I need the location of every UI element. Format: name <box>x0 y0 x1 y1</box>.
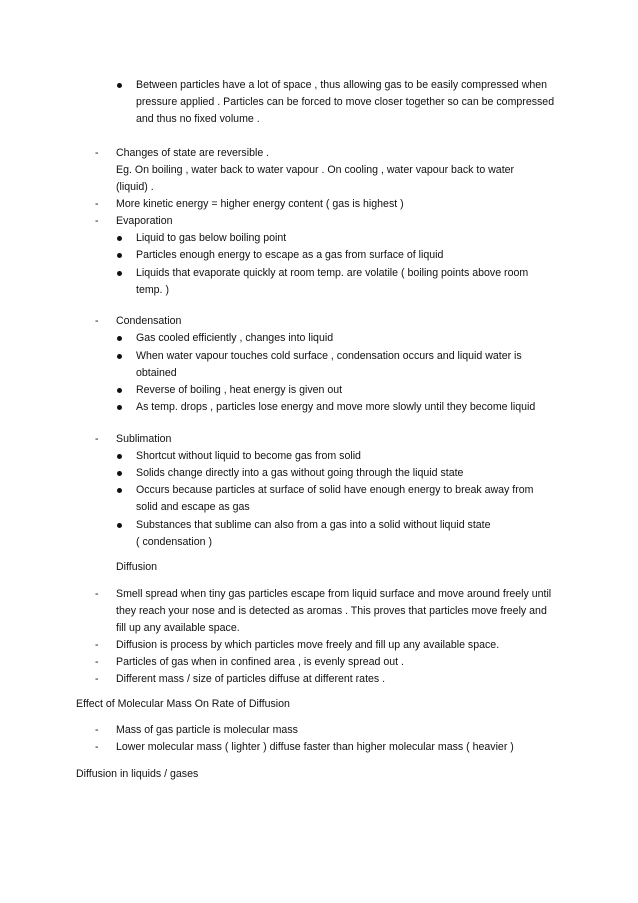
sublimation-bullet-4-line-2: ( condensation ) <box>136 536 212 548</box>
condensation-bullet-2-line-1: When water vapour touches cold surface , condensation occurs and liquid water is <box>136 350 522 362</box>
kinetic-energy-line: More kinetic energy = higher energy content ( gas is highest ) <box>116 198 404 210</box>
dash-marker: - <box>95 215 99 227</box>
sublimation-bullet-3-line-2: solid and escape as gas <box>136 501 250 513</box>
dash-marker: - <box>95 588 99 600</box>
changes-state-line-1: Changes of state are reversible . <box>116 147 270 159</box>
changes-state-line-3: (liquid) . <box>116 181 154 193</box>
dash-marker: - <box>95 639 99 651</box>
molecular-mass-heading: Effect of Molecular Mass On Rate of Diffusion <box>76 698 290 710</box>
bullet-icon <box>117 488 122 493</box>
liquids-gases-heading: Diffusion in liquids / gases <box>76 768 199 780</box>
sublimation-bullet-4-line-1: Substances that sublime can also from a gas into a solid without liquid state <box>136 519 491 531</box>
bullet-icon <box>117 354 122 359</box>
bullet-icon <box>117 236 122 241</box>
evaporation-title: Evaporation <box>116 215 173 227</box>
diffusion-point-3: Particles of gas when in confined area , is evenly spread out . <box>116 656 404 668</box>
bullet-icon <box>117 271 122 276</box>
diffusion-title: Diffusion <box>116 561 158 573</box>
bullet-icon <box>117 523 122 528</box>
diffusion-point-1-line-2: they reach your nose and is detected as aromas . This proves that particles move freely and <box>116 605 547 617</box>
particles-space-line-2: pressure applied . Particles can be forced to move closer together so can be compressed <box>136 96 555 108</box>
dash-marker: - <box>95 724 99 736</box>
condensation-bullet-3: Reverse of boiling , heat energy is given out <box>136 384 343 396</box>
particles-space-line-3: and thus no fixed volume . <box>136 113 260 125</box>
diffusion-point-1-line-3: fill up any available space. <box>116 622 240 634</box>
changes-state-line-2: Eg. On boiling , water back to water vapour . On cooling , water vapour back to water <box>116 164 515 176</box>
dash-marker: - <box>95 198 99 210</box>
diffusion-point-1-line-1: Smell spread when tiny gas particles escape from liquid surface and move around freely until <box>116 588 552 600</box>
condensation-title: Condensation <box>116 315 182 327</box>
bullet-icon <box>117 388 122 393</box>
particles-space-line-1: Between particles have a lot of space , thus allowing gas to be easily compressed when <box>136 79 548 91</box>
dash-marker: - <box>95 656 99 668</box>
sublimation-bullet-1: Shortcut without liquid to become gas from solid <box>136 450 361 462</box>
evaporation-bullet-3-line-2: temp. ) <box>136 284 169 296</box>
diffusion-point-4: Different mass / size of particles diffuse at different rates . <box>116 673 386 685</box>
condensation-bullet-1: Gas cooled efficiently , changes into liquid <box>136 332 334 344</box>
dash-marker: - <box>95 433 99 445</box>
bullet-icon <box>117 253 122 258</box>
bullet-icon <box>117 83 122 88</box>
bullet-icon <box>117 471 122 476</box>
bullet-icon <box>117 405 122 410</box>
sublimation-title: Sublimation <box>116 433 172 445</box>
bullet-icon <box>117 454 122 459</box>
evaporation-bullet-3-line-1: Liquids that evaporate quickly at room temp. are volatile ( boiling points above room <box>136 267 529 279</box>
dash-marker: - <box>95 741 99 753</box>
sublimation-bullet-3-line-1: Occurs because particles at surface of solid have enough energy to break away from <box>136 484 534 496</box>
molecular-mass-point-2: Lower molecular mass ( lighter ) diffuse faster than higher molecular mass ( heavier ) <box>116 741 514 753</box>
dash-marker: - <box>95 147 99 159</box>
dash-marker: - <box>95 673 99 685</box>
sublimation-bullet-2: Solids change directly into a gas without going through the liquid state <box>136 467 464 479</box>
molecular-mass-point-1: Mass of gas particle is molecular mass <box>116 724 298 736</box>
condensation-bullet-4: As temp. drops , particles lose energy and move more slowly until they become liquid <box>136 401 536 413</box>
evaporation-bullet-1: Liquid to gas below boiling point <box>136 232 287 244</box>
bullet-icon <box>117 336 122 341</box>
dash-marker: - <box>95 315 99 327</box>
evaporation-bullet-2: Particles enough energy to escape as a gas from surface of liquid <box>136 249 444 261</box>
diffusion-point-2: Diffusion is process by which particles move freely and fill up any available space. <box>116 639 500 651</box>
condensation-bullet-2-line-2: obtained <box>136 367 177 379</box>
